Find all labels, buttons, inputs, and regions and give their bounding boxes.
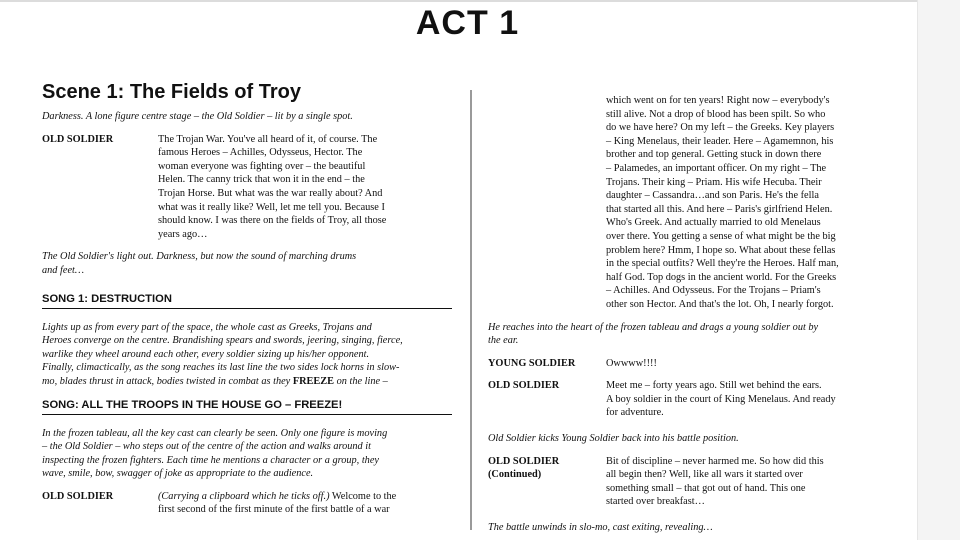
speech-continuation — [488, 94, 898, 312]
direction-line: inspecting the frozen fighters. Each time he mentions a character or a group, they — [42, 454, 379, 466]
stage-direction-battle-unwinds: The battle unwinds in slo-mo, cast exiting, revealing… — [488, 522, 713, 534]
stage-direction-battle — [42, 321, 452, 389]
stage-direction-kicks: Old Soldier kicks Young Soldier back into his battle position. — [488, 433, 739, 445]
left-column — [42, 80, 452, 517]
speech-line: Trojans. Their king – Priam. His wife Hecuba. Their — [606, 176, 822, 188]
direction-line: wave, smile, bow, swagger of joke as appropriate to the audience. — [42, 468, 314, 480]
speech-fragment: Welcome to the — [329, 490, 397, 502]
freeze-cue: FREEZE — [292, 375, 335, 387]
direction-line: The Old Soldier's light out. Darkness, but now the sound of marching drums — [42, 251, 357, 263]
speech-text — [158, 133, 452, 242]
page-edge-strip — [917, 0, 960, 540]
speech-line: in the special outfits? Well they're the Heroes. Half man, — [606, 258, 839, 270]
speaker-name: YOUNG SOLDIER — [488, 357, 576, 369]
direction-text: on the line – — [334, 375, 388, 387]
speech-line: years ago… — [158, 228, 208, 240]
speech-old-soldier-1 — [42, 133, 452, 242]
top-border — [0, 0, 918, 2]
speaker-name: OLD SOLDIER — [488, 380, 560, 392]
speech-line: – Achilles. And Odysseus. For the Trojans – Priam's — [606, 285, 821, 297]
speech-line: still alive. Not a drop of blood has been spilt. So who — [606, 108, 826, 120]
speech-line: something small – that got out of hand. This one — [606, 482, 806, 494]
speech-line: all begin then? Well, like all wars it started over — [606, 469, 803, 481]
speaker-name: OLD SOLDIER — [42, 490, 114, 502]
direction-text: mo, blades thrust in attack, bodies twisted in combat as they — [42, 375, 293, 387]
parenthetical-direction: (Carrying a clipboard which he ticks off.) — [158, 490, 330, 502]
speech-line — [158, 490, 452, 504]
stage-direction-drags-soldier — [488, 321, 898, 348]
speaker-block — [488, 455, 606, 509]
speech-text — [158, 490, 452, 517]
direction-line: Finally, climactically, as the song reaches its last line the two sides lock horns in slow- — [42, 362, 400, 374]
speech-line: should know. I was there on the fields of Troy, all those — [158, 215, 387, 227]
speech-line: Owwww!!!! — [606, 357, 657, 369]
speech-line: Who's Greek. And actually married to old Menelaus — [606, 217, 821, 229]
right-column — [488, 94, 898, 535]
direction-line: – the Old Soldier – who steps out of the centre of the action and walks around it — [42, 441, 371, 453]
speech-old-soldier-4 — [488, 455, 898, 509]
speech-line: other son Hector. And that's the lot. Oh, I nearly forgot. — [606, 298, 834, 310]
direction-line: In the frozen tableau, all the key cast can clearly be seen. Only one figure is moving — [42, 427, 388, 439]
speech-line: brother and top general. Getting stuck in down there — [606, 149, 822, 161]
speech-line: – Palamedes, an important officer. On my right – The — [606, 162, 827, 174]
direction-line: He reaches into the heart of the frozen tableau and drags a young soldier out by — [488, 321, 819, 333]
speech-line: half God. Top dogs in the ancient world. For the Greeks — [606, 271, 837, 283]
speech-line: – King Menelaus, their leader. Here – Agamemnon, his — [606, 135, 834, 147]
column-divider — [470, 90, 472, 530]
speaker-note: (Continued) — [488, 469, 542, 481]
speech-line: started over breakfast… — [606, 496, 705, 508]
act-title: ACT 1 — [415, 4, 520, 42]
speech-line: do we have here? On my left – the Greeks. Key players — [606, 122, 835, 134]
speech-line: which went on for ten years! Right now – everybody's — [606, 95, 830, 106]
speech-line: for adventure. — [606, 407, 664, 419]
speech-young-soldier — [488, 357, 898, 371]
speaker-name: OLD SOLDIER — [42, 133, 114, 145]
speech-line: Trojan Horse. But what was the war really about? And — [158, 187, 383, 199]
speech-line: Meet me – forty years ago. Still wet behind the ears. — [606, 380, 822, 392]
song-heading-destruction: SONG 1: DESTRUCTION — [42, 292, 452, 309]
stage-direction-opening: Darkness. A lone figure centre stage – the Old Soldier – lit by a single spot. — [42, 111, 353, 122]
speech-line: daughter – Cassandra…and son Paris. He's the fella — [606, 190, 819, 202]
direction-line: Heroes converge on the centre. Brandishing spears and swords, jeering, singing, fierce, — [42, 335, 403, 347]
stage-direction-tableau — [42, 427, 452, 481]
speech-line: what was it really like? Well, let me tell you. Because I — [158, 201, 385, 213]
speech-line: woman everyone was fighting over – the beautiful — [158, 160, 366, 172]
speaker-name: OLD SOLDIER — [488, 455, 560, 467]
scene-title: Scene 1: The Fields of Troy — [42, 81, 301, 103]
speech-line: first second of the first minute of the first battle of a war — [158, 504, 390, 516]
direction-line — [42, 375, 452, 389]
speech-line: A boy soldier in the court of King Menelaus. And ready — [606, 393, 836, 405]
direction-line: Lights up as from every part of the space, the whole cast as Greeks, Trojans and — [42, 321, 372, 333]
stage-direction-lights-out — [42, 250, 452, 277]
speech-line: Helen. The canny trick that won it in the end – the — [158, 174, 365, 186]
speech-text — [606, 379, 898, 420]
speech-line: that started all this. And here – Paris's girlfriend Helen. — [606, 203, 833, 215]
direction-line: warlike they wheel around each other, every soldier sizing up his/her opponent. — [42, 348, 370, 360]
speech-text — [606, 455, 898, 509]
direction-line: the ear. — [488, 335, 519, 347]
speech-text — [606, 357, 898, 371]
speech-line: The Trojan War. You've all heard of it, of course. The — [158, 133, 378, 145]
speech-old-soldier-3 — [488, 379, 898, 420]
song-heading-freeze: SONG: ALL THE TROOPS IN THE HOUSE GO – FREEZE! — [42, 398, 452, 415]
speech-line: famous Heroes – Achilles, Odysseus, Hector. The — [158, 147, 363, 159]
speech-line: problem here? Hmm, I hope so. What about these fellas — [606, 244, 836, 256]
speech-old-soldier-2 — [42, 490, 452, 517]
speech-line: over there. You getting a sense of what might be the big — [606, 230, 836, 242]
direction-line: and feet… — [42, 264, 85, 276]
speech-line: Bit of discipline – never harmed me. So how did this — [606, 455, 824, 467]
